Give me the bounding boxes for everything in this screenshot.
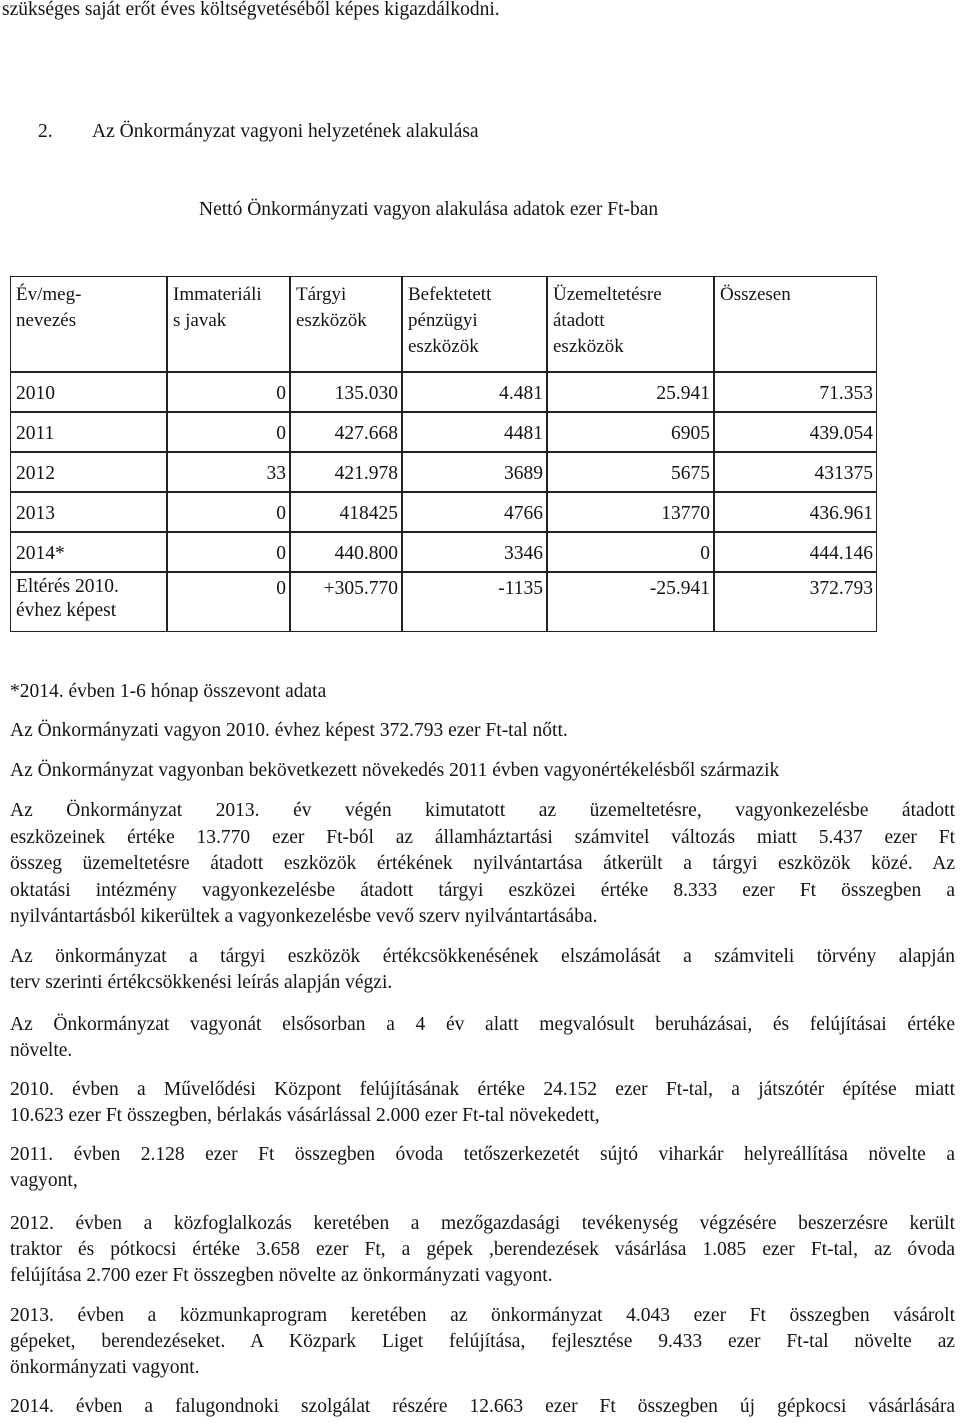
paragraph-line: eszközeinek értéke 13.770 ezer Ft-ból az államháztartási számvitel változás miatt 5.437 ezer Ft — [10, 827, 955, 848]
table-cell: 436.961 — [714, 492, 877, 532]
paragraph-line: 2011. évben 2.128 ezer Ft összegben óvoda tetőszerkezetét sújtó viharkár helyreállítása növelte a — [10, 1144, 955, 1165]
paragraph-line: 2010. évben a Művelődési Központ felújításának értéke 24.152 ezer Ft-tal, a játszótér építése miatt — [10, 1079, 955, 1100]
table-cell: +305.770 — [290, 572, 402, 632]
paragraph-line: növelte. — [10, 1040, 73, 1061]
table-cell: 421.978 — [290, 452, 402, 492]
table-cell: 3689 — [402, 452, 547, 492]
paragraph-line: összeg üzemeltetésre átadott eszközök értékének nyilvántartása átkerült a tárgyi eszközök közé. Az — [10, 853, 955, 874]
table-cell: 71.353 — [714, 372, 877, 412]
paragraph-line: Az Önkormányzati vagyon 2010. évhez képest 372.793 ezer Ft-tal nőtt. — [10, 720, 568, 741]
paragraph-line: Az Önkormányzat 2013. év végén kimutatott az üzemeltetésre, vagyonkezelésbe átadott — [10, 800, 955, 821]
header-cell-operation: Üzemeltetésre átadott eszközök — [547, 276, 714, 372]
table-cell: 13770 — [547, 492, 714, 532]
table-cell: 440.800 — [290, 532, 402, 572]
paragraph-line: oktatási intézmény vagyonkezelésbe átadott tárgyi eszközei értéke 8.333 ezer Ft összegben a — [10, 880, 955, 901]
header-cell-financial: Befektetett pénzügyi eszközök — [402, 276, 547, 372]
table-cell: 4766 — [402, 492, 547, 532]
table-cell: 0 — [167, 532, 290, 572]
table-cell: 427.668 — [290, 412, 402, 452]
paragraph-line: önkormányzati vagyont. — [10, 1357, 200, 1378]
section-title: Az Önkormányzat vagyoni helyzetének alakulása — [92, 121, 479, 142]
paragraph-line: Az önkormányzat a tárgyi eszközök értékcsökkenésének elszámolását a számviteli törvény alapján — [10, 946, 955, 967]
table-cell: 25.941 — [547, 372, 714, 412]
row-label-2010: 2010 — [10, 372, 167, 412]
table-cell: 0 — [547, 532, 714, 572]
row-label-2014: 2014* — [10, 532, 167, 572]
section-number: 2. — [38, 121, 53, 142]
table-cell: 444.146 — [714, 532, 877, 572]
paragraph-line: felújítása 2.700 ezer Ft összegben növelte az önkormányzati vagyont. — [10, 1265, 553, 1286]
table-cell: -1135 — [402, 572, 547, 632]
footnote: *2014. évben 1-6 hónap összevont adata — [10, 681, 327, 702]
table-cell: 135.030 — [290, 372, 402, 412]
paragraph-line: traktor és pótkocsi értéke 3.658 ezer Ft, a gépek ,berendezések vásárlása 1.085 ezer Ft-tal, az óvoda — [10, 1239, 955, 1260]
header-cell-intangible: Immateriáli s javak — [167, 276, 290, 372]
paragraph-line: Az Önkormányzat vagyonát elsősorban a 4 év alatt megvalósult beruházásai, és felújításai értéke — [10, 1014, 955, 1035]
table-cell: 0 — [167, 412, 290, 452]
paragraph-line: 10.623 ezer Ft összegben, bérlakás vásárlással 2.000 ezer Ft-tal növekedett, — [10, 1105, 600, 1126]
paragraph-line: gépeket, berendezéseket. A Közpark Liget felújítása, fejlesztése 9.433 ezer Ft-tal növelte az — [10, 1331, 955, 1352]
asset-table — [0, 276, 885, 640]
table-cell: 6905 — [547, 412, 714, 452]
table-cell: -25.941 — [547, 572, 714, 632]
header-cell-year: Év/meg- nevezés — [10, 276, 167, 372]
table-cell: 439.054 — [714, 412, 877, 452]
header-cell-tangible: Tárgyi eszközök — [290, 276, 402, 372]
paragraph-line: 2014. évben a falugondnoki szolgálat részére 12.663 ezer Ft összegben új gépkocsi vásárlására — [10, 1396, 955, 1417]
row-label-2012: 2012 — [10, 452, 167, 492]
table-caption: Nettó Önkormányzati vagyon alakulása adatok ezer Ft-ban — [199, 199, 659, 220]
table-cell: 3346 — [402, 532, 547, 572]
row-label-2011: 2011 — [10, 412, 167, 452]
table-cell: 33 — [167, 452, 290, 492]
table-cell: 0 — [167, 372, 290, 412]
paragraph-line: 2012. évben a közfoglalkozás keretében a mezőgazdasági tevékenység végzésére beszerzésre került — [10, 1213, 955, 1234]
intro-line: szükséges saját erőt éves költségvetéséből képes kigazdálkodni. — [2, 0, 500, 20]
row-label-2013: 2013 — [10, 492, 167, 532]
paragraph-line: vagyont, — [10, 1170, 78, 1191]
table-cell: 5675 — [547, 452, 714, 492]
table-cell: 0 — [167, 492, 290, 532]
table-cell: 0 — [167, 572, 290, 632]
table-cell: 418425 — [290, 492, 402, 532]
paragraph-line: terv szerinti értékcsökkenési leírás alapján végzi. — [10, 972, 393, 993]
paragraph-line: Az Önkormányzat vagyonban bekövetkezett növekedés 2011 évben vagyonértékelésből származik — [10, 760, 780, 781]
paragraph-line: 2013. évben a közmunkaprogram keretében az önkormányzat 4.043 ezer Ft összegben vásárolt — [10, 1305, 955, 1326]
header-cell-total: Összesen — [714, 276, 877, 372]
table-cell: 372.793 — [714, 572, 877, 632]
row-label-difference: Eltérés 2010. évhez képest — [10, 572, 167, 632]
paragraph-line: nyilvántartásból kikerültek a vagyonkezelésbe vevő szerv nyilvántartásába. — [10, 906, 598, 927]
table-cell: 431375 — [714, 452, 877, 492]
table-cell: 4.481 — [402, 372, 547, 412]
table-cell: 4481 — [402, 412, 547, 452]
